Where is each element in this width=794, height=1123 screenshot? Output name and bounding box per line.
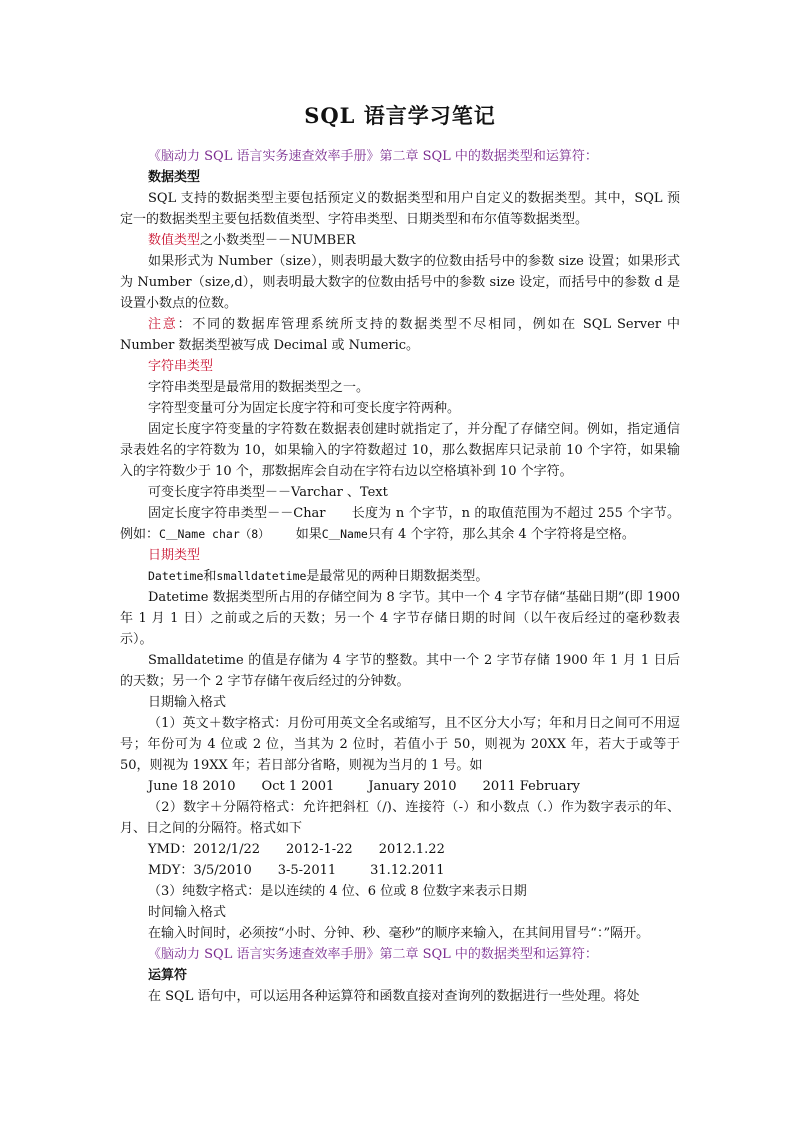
- heading-operators: 运算符: [148, 968, 188, 983]
- string-heading: 字符串类型: [148, 359, 214, 374]
- date-heading: 日期类型: [148, 548, 201, 563]
- char-example-code: C＿Name char（8）: [159, 527, 270, 541]
- time-input-text: 在输入时间时，必须按“小时、分钟、秒、毫秒”的顺序来输入，在其间用冒号“：”隔开。: [148, 926, 650, 941]
- example-date: 31.12.2011: [370, 863, 445, 878]
- source-line-2: 《脑动力 SQL 语言实务速查效率手册》第二章 SQL 中的数据类型和运算符：: [148, 947, 598, 962]
- char-type-label: 固定长度字符串类型－－Char: [148, 506, 326, 521]
- format-2: （2）数字＋分隔符格式：允许把斜杠（/)、连接符（-）和小数点（.）作为数字表示的年、月、日之间的分隔符。格式如下: [120, 800, 680, 836]
- example-date: 3-5-2011: [277, 863, 337, 878]
- numeric-body: 如果形式为 Number（size），则表明最大数字的位数由括号中的参数 size 设置；如果形式为 Number（size,d），则表明最大数字的位数由括号中的参数 size 设定，而括号中的参数 d 是设置小数点的位数。: [120, 254, 680, 311]
- example-date: 2011 February: [482, 779, 581, 794]
- page-title: SQL 语言学习笔记: [304, 103, 496, 128]
- char-example-name: C＿Name: [321, 527, 368, 541]
- date-input-heading: 日期输入格式: [148, 695, 227, 710]
- operators-text: 在 SQL 语句中，可以运用各种运算符和函数直接对查询列的数据进行一些处理。将处: [148, 989, 640, 1004]
- datetime-code: Datetime: [148, 569, 204, 583]
- date-para-3: Smalldatetime 的值是存储为 4 字节的整数。其中一个 2 字节存储 1900 年 1 月 1 日后的天数；另一个 2 字节存储午夜后经过的分钟数。: [120, 653, 680, 689]
- numeric-heading-red: 数值类型: [148, 233, 201, 248]
- char-example-if: 如果: [295, 527, 322, 542]
- heading-data-types: 数据类型: [148, 170, 201, 185]
- example-date: January 2010: [368, 779, 457, 794]
- string-para-2: 字符型变量可分为固定长度字符和可变长度字符两种。: [148, 401, 461, 416]
- string-para-4: 可变长度字符串类型－－Varchar 、Text: [148, 485, 388, 500]
- char-type-desc: 长度为 n 个字节，n 的取值范围为不超过 255 个字节。例如：: [120, 506, 680, 542]
- note-label: 注意: [148, 317, 178, 332]
- format-1-examples: [120, 776, 680, 797]
- string-para-5: [120, 503, 680, 545]
- note-paragraph: [120, 314, 680, 356]
- example-date: 2012/1/22: [193, 842, 260, 857]
- mdy-label: MDY：: [148, 863, 194, 878]
- example-date: June 18 2010: [148, 779, 236, 794]
- source-line: 《脑动力 SQL 语言实务速查效率手册》第二章 SQL 中的数据类型和运算符：: [148, 149, 598, 164]
- format-1: （1）英文＋数字格式：月份可用英文全名或缩写，且不区分大小写；年和月日之间可不用逗号；年份可为 4 位或 2 位，当其为 2 位时，若值小于 50，则视为 20XX 年，若大于或等于 50，则视为 19XX 年；若日部分省略，则视为当月的 1 号。如: [120, 716, 680, 773]
- numeric-heading: [120, 230, 680, 251]
- ymd-examples: [120, 839, 680, 860]
- date-para-2: Datetime 数据类型所占用的存储空间为 8 字节。其中一个 4 字节存储“基础日期”(即 1900 年 1 月 1 日）之前或之后的天数；另一个 4 字节存储日期的时间（以午夜后经过的毫秒数表示）。: [120, 590, 680, 647]
- numeric-heading-rest: 之小数类型－－NUMBER: [200, 233, 356, 248]
- example-date: Oct 1 2001: [261, 779, 335, 794]
- format-3: （3）纯数字格式：是以连续的 4 位、6 位或 8 位数字来表示日期: [148, 884, 527, 899]
- string-para-3: 固定长度字符变量的字符数在数据表创建时就指定了，并分配了存储空间。例如，指定通信录表姓名的字符数为 10，如果输入的字符数超过 10，那么数据库只记录前 10 个字符，如果输入的字符数少于 10 个，那数据库会自动在字符右边以空格填补到 10 个字符。: [120, 422, 680, 479]
- example-date: 3/5/2010: [193, 863, 252, 878]
- date-para-1-rest: 是最常见的两种日期数据类型。: [306, 569, 489, 584]
- date-para-1: [120, 566, 680, 587]
- data-types-intro: SQL 支持的数据类型主要包括预定义的数据类型和用户自定义的数据类型。其中，SQL 预定一的数据类型主要包括数值类型、字符串类型、日期类型和布尔值等数据类型。: [120, 191, 680, 227]
- smalldatetime-code: smalldatetime: [216, 569, 307, 583]
- mdy-examples: [120, 860, 680, 881]
- date-and: 和: [203, 569, 217, 584]
- string-para-1: 字符串类型是最常用的数据类型之一。: [148, 380, 370, 395]
- note-text: ：不同的数据库管理系统所支持的数据类型不尽相同，例如在 SQL Server 中 Number 数据类型被写成 Decimal 或 Numeric。: [120, 317, 680, 353]
- time-input-heading: 时间输入格式: [148, 905, 227, 920]
- ymd-label: YMD：: [148, 842, 194, 857]
- example-date: 2012.1.22: [378, 842, 445, 857]
- example-date: 2012-1-22: [286, 842, 353, 857]
- document-page: [120, 100, 680, 1007]
- char-example-rest: 只有 4 个字符，那么其余 4 个字符将是空格。: [367, 527, 635, 542]
